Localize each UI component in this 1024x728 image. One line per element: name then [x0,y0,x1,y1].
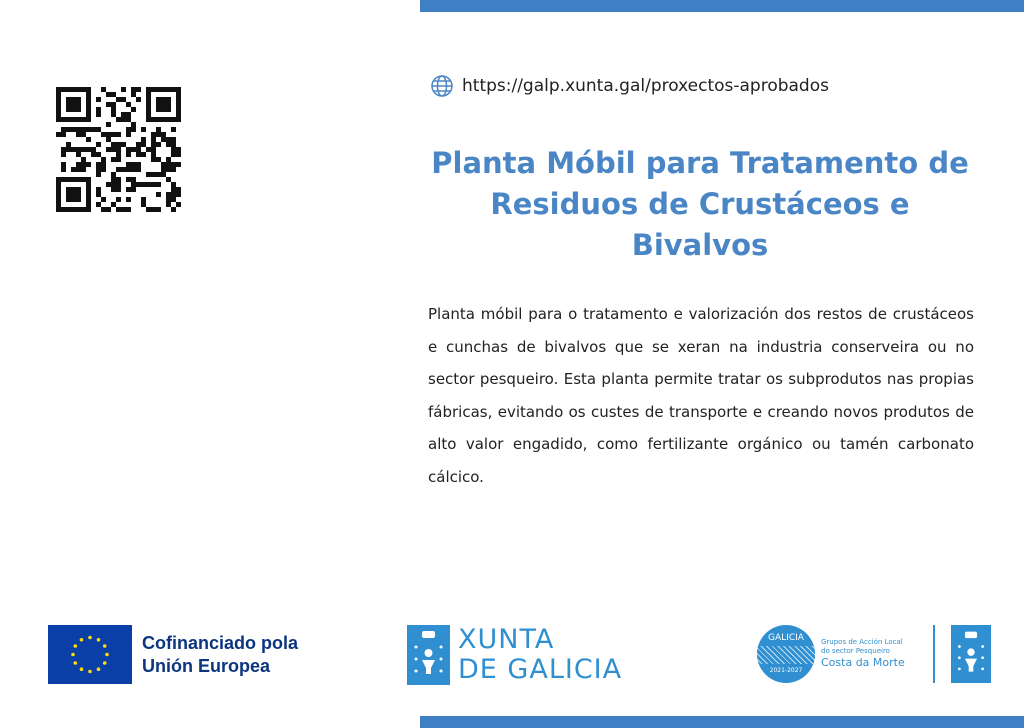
galp-badge [757,625,815,683]
galp-logo [757,625,991,683]
eu-star [88,670,92,674]
eu-star [73,644,77,648]
eu-star [80,667,84,671]
url-text[interactable]: https://galp.xunta.gal/proxectos-aprobados [462,76,829,96]
qr-code [56,87,181,212]
xunta-logo [407,625,622,685]
eu-line2: Unión Europea [142,655,271,676]
eu-star [97,638,101,642]
eu-star [103,644,107,648]
description: Planta móbil para o tratamento e valorización dos restos de crustáceos e cunchas de bivalvos que se xeran na industria conserveira ou no sector pesqueiro. Esta planta permite tratar os subprodutos nas propias fábricas, evitando os custes de transporte e creando novos produtos de alto valor engadido, como fertilizante orgánico ou tamén carbonato cálcico. [428,305,974,486]
galicia-shield-icon [951,625,991,683]
galp-badge-text: GALICIA [768,633,804,643]
divider [933,625,935,683]
eu-logo [48,625,298,684]
project-link[interactable] [430,74,829,98]
page-title: Planta Móbil para Tratamento de Residuos de Crustáceos e Bivalvos [431,146,969,262]
bottom-accent-bar [420,716,1024,728]
eu-star [71,653,75,657]
eu-star [103,661,107,665]
xunta-line1: XUNTA [458,624,555,655]
galp-line1: Grupos de Acción Local [821,638,903,646]
eu-star [88,636,92,640]
eu-line1: Cofinanciado pola [142,632,299,653]
eu-star [105,653,109,657]
eu-star [73,661,77,665]
galp-line2: do sector Pesqueiro [821,647,890,655]
eu-flag-icon [48,625,132,684]
galp-name: Costa da Morte [821,656,905,669]
galp-years: 2021-2027 [769,667,803,674]
globe-icon [430,74,454,98]
eu-star [80,638,84,642]
top-accent-bar [420,0,1024,12]
galicia-shield-icon [407,625,450,685]
eu-star [97,667,101,671]
xunta-line2: DE GALICIA [458,654,623,685]
